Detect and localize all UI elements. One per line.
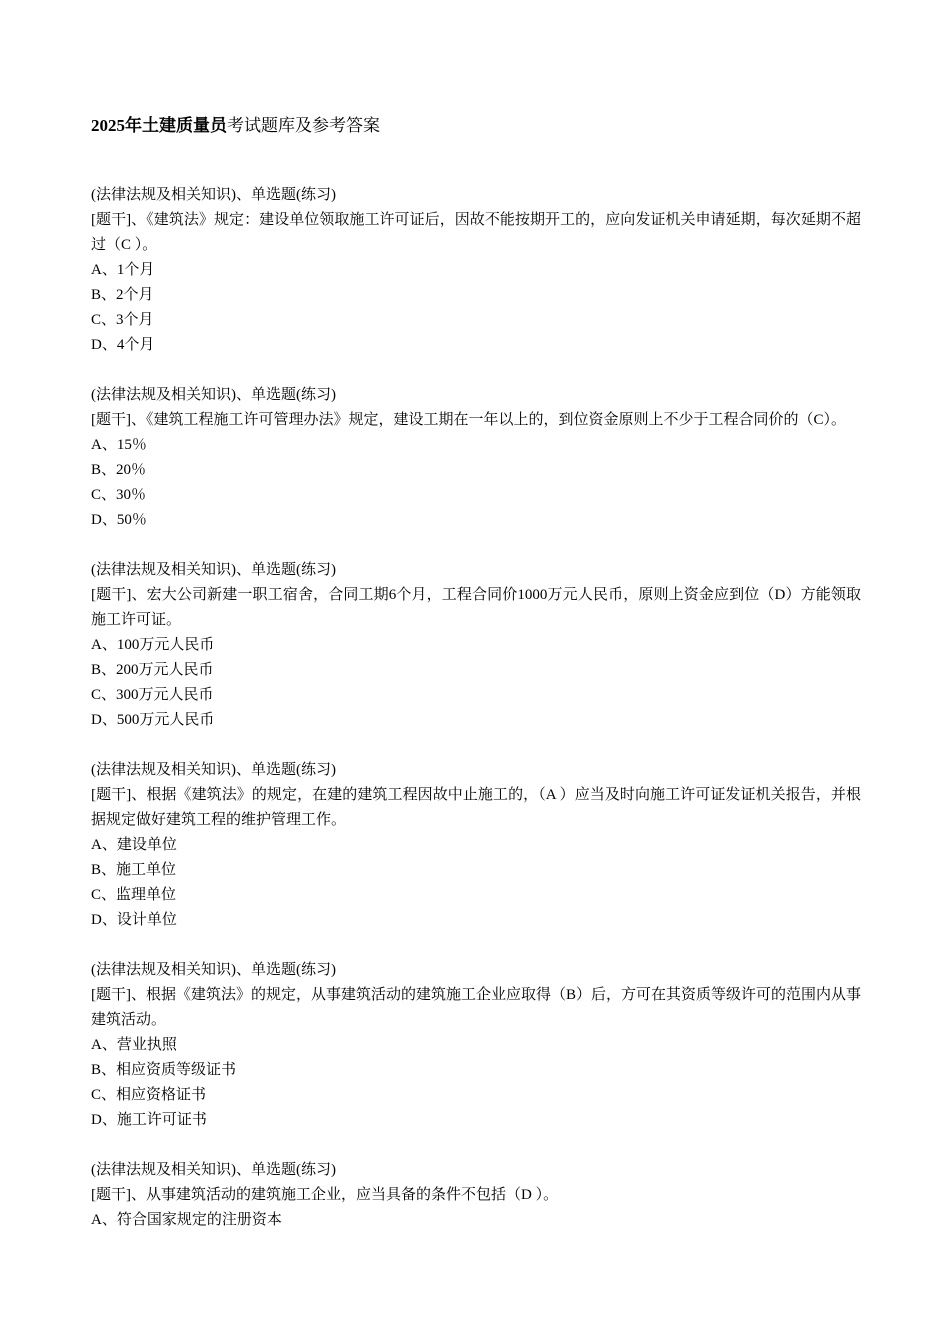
option-d: D、500万元人民币: [91, 712, 215, 728]
option-a: A、建设单位: [91, 837, 177, 853]
question-block: [91, 183, 861, 358]
option-a: A、符合国家规定的注册资本: [91, 1212, 282, 1228]
question-category: (法律法规及相关知识)、单选题(练习): [91, 562, 336, 578]
question-category: (法律法规及相关知识)、单选题(练习): [91, 1162, 336, 1178]
question-block: [91, 758, 861, 933]
option-d: D、50％: [91, 512, 147, 528]
option-a: A、营业执照: [91, 1037, 177, 1053]
option-b: B、20％: [91, 462, 147, 478]
question-stem: [题干]、根据《建筑法》的规定，在建的建筑工程因故中止施工的，（A ）应当及时向施工许可证发证机关报告，并根据规定做好建筑工程的维护管理工作。: [91, 787, 861, 828]
option-c: C、相应资格证书: [91, 1087, 207, 1103]
option-a: A、100万元人民币: [91, 637, 215, 653]
question-stem: [题干]、根据《建筑法》的规定，从事建筑活动的建筑施工企业应取得（B）后，方可在其资质等级许可的范围内从事建筑活动。: [91, 987, 862, 1028]
option-c: C、30％: [91, 487, 147, 503]
option-b: B、相应资质等级证书: [91, 1062, 237, 1078]
document-title: [91, 114, 861, 138]
question-category: (法律法规及相关知识)、单选题(练习): [91, 962, 336, 978]
question-block: [91, 1158, 861, 1233]
question-block: [91, 383, 861, 533]
question-stem: [题干]、从事建筑活动的建筑施工企业，应当具备的条件不包括（D ）。: [91, 1187, 559, 1203]
question-stem: [题干]、《建筑工程施工许可管理办法》规定，建设工期在一年以上的，到位资金原则上不少于工程合同价的（C）。: [91, 412, 847, 428]
option-d: D、设计单位: [91, 912, 177, 928]
option-c: C、3个月: [91, 312, 154, 328]
option-a: A、1个月: [91, 262, 155, 278]
document-page: [91, 114, 861, 1258]
option-d: D、施工许可证书: [91, 1112, 207, 1128]
document-title-rest: 考试题库及参考答案: [227, 116, 380, 135]
question-stem: [题干]、宏大公司新建一职工宿舍，合同工期6个月，工程合同价1000万元人民币，原则上资金应到位（D）方能领取施工许可证。: [91, 587, 861, 628]
option-b: B、施工单位: [91, 862, 177, 878]
question-category: (法律法规及相关知识)、单选题(练习): [91, 187, 336, 203]
option-c: C、300万元人民币: [91, 687, 214, 703]
option-c: C、监理单位: [91, 887, 177, 903]
question-block: [91, 958, 861, 1133]
option-a: A、15％: [91, 437, 147, 453]
question-stem: [题干]、《建筑法》规定：建设单位领取施工许可证后，因故不能按期开工的，应向发证机关申请延期，每次延期不超过（C ）。: [91, 212, 861, 253]
question-block: [91, 558, 861, 733]
document-title-bold: 2025年土建质量员: [91, 116, 227, 135]
question-category: (法律法规及相关知识)、单选题(练习): [91, 762, 336, 778]
question-category: (法律法规及相关知识)、单选题(练习): [91, 387, 336, 403]
option-b: B、2个月: [91, 287, 154, 303]
option-b: B、200万元人民币: [91, 662, 214, 678]
option-d: D、4个月: [91, 337, 155, 353]
